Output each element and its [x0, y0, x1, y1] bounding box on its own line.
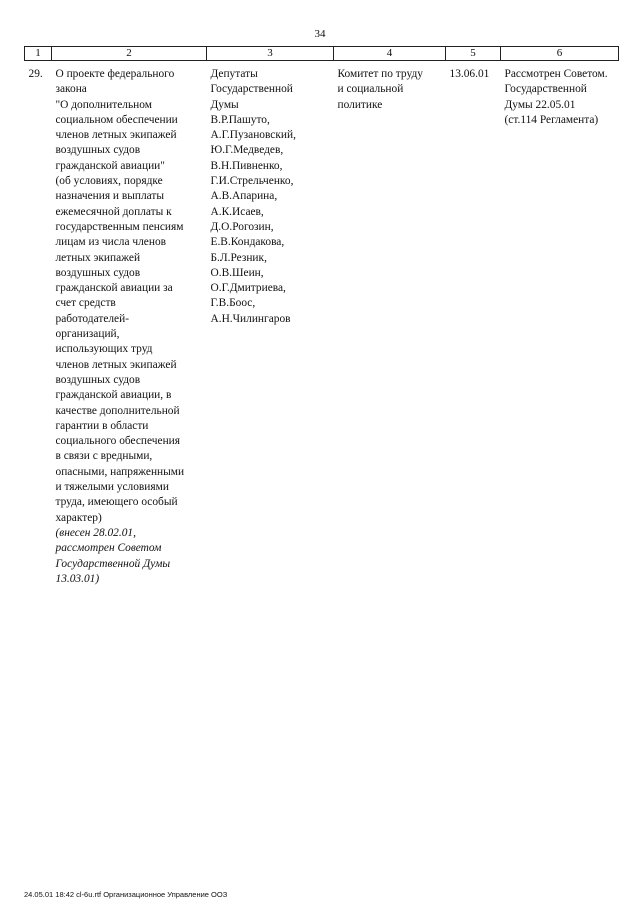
bill-history-note: (внесен 28.02.01, рассмотрен Советом Государственной Думы 13.03.01): [55, 526, 171, 585]
row-number: 29.: [28, 68, 43, 80]
date-cell: 13.06.01: [449, 68, 490, 80]
column-header-4: 4: [334, 47, 446, 61]
document-table: [24, 46, 619, 587]
column-header-6: 6: [501, 47, 619, 61]
column-header-1: 1: [25, 47, 52, 61]
table-row: [25, 61, 619, 588]
column-header-2: 2: [52, 47, 207, 61]
page-number: 34: [314, 28, 326, 40]
table-body: [25, 61, 619, 588]
table-header: [25, 47, 619, 61]
column-header-5: 5: [446, 47, 501, 61]
column-header-3: 3: [207, 47, 334, 61]
header-row: [25, 47, 619, 61]
committee-cell: Комитет по труду и социальной политике: [337, 68, 423, 111]
bill-title: О проекте федерального закона "О дополнительном социальном обеспечении членов летных экипажей воздушных судов гражданской авиации" (об условиях, порядке назначения и выплаты ежемесячной доплаты к государственным пенсиям лицам из числа членов летных экипажей воздушных судов гражданской авиации за счет средств работодателей- организаций, использующих труд членов летных экипажей воздушных судов гражданской авиации, в качестве дополнительной гарантии в области социального обеспечения в связи с вредными, опасными, напряженными и тяжелыми условиями труда, имеющего особый характер): [55, 68, 185, 524]
document-footer: 24.05.01 18:42 cl-6u.rtf Организационное Управление ООЗ: [24, 890, 228, 899]
authors-cell: Депутаты Государственной Думы В.Р.Пашуто, А.Г.Пузановский, Ю.Г.Медведев, В.Н.Пивненко, Г.И.Стрельченко, А.В.Апарина, А.К.Исаев, Д.О.Рогозин, Е.В.Кондакова, Б.Л.Резник, О.В.Шеин, О.Г.Дмитриева, Г.В.Боос, А.Н.Чилингаров: [210, 68, 296, 325]
status-cell: Рассмотрен Советом. Государственной Думы 22.05.01 (ст.114 Регламента): [504, 68, 608, 126]
bill-title-cell: [52, 61, 207, 588]
